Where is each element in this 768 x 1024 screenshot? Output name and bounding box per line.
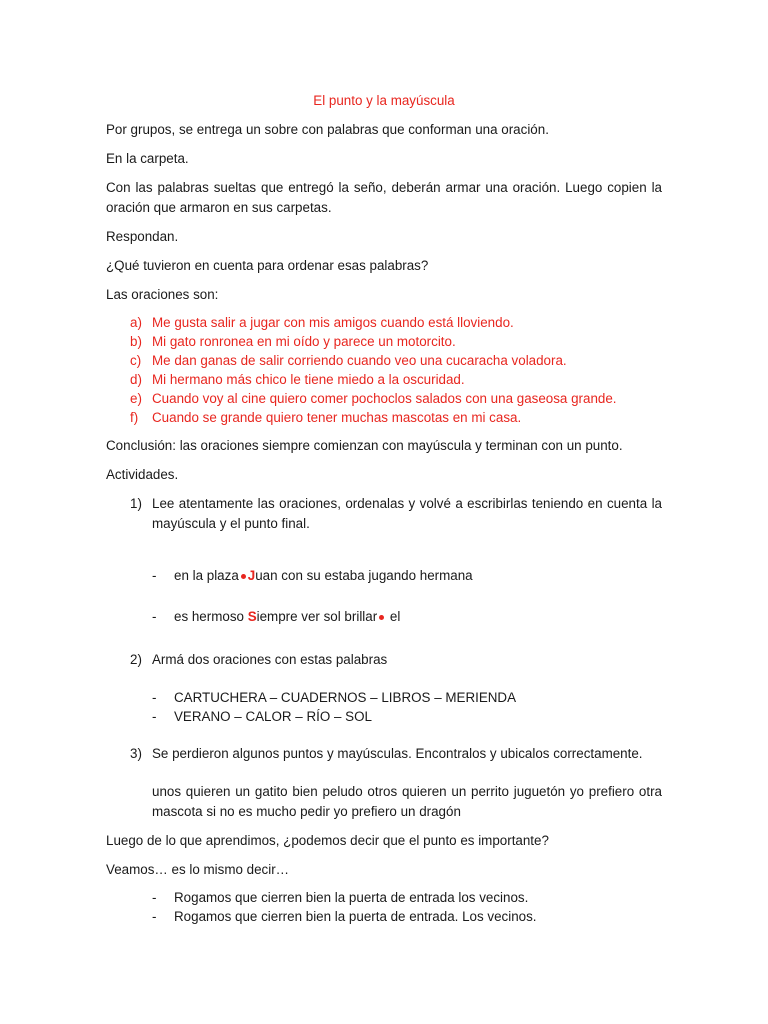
intro-paragraph-2: En la carpeta. [106,151,189,166]
list-item: e) Cuando voy al cine quiero comer pochoclos salados con una gaseosa grande. [130,391,617,406]
activity-3: 3) Se perdieron algunos puntos y mayúsculas. Encontralos y ubicalos correctamente. [130,746,643,761]
list-item: f) Cuando se grande quiero tener muchas mascotas en mi casa. [130,410,522,425]
document-title: El punto y la mayúscula [313,93,455,108]
compare-item-1: - Rogamos que cierren bien la puerta de entrada los vecinos. [152,890,529,905]
activity-1: 1) Lee atentamente las oraciones, ordenalas y volvé a escribirlas teniendo en cuenta la mayúscula y el punto final. [130,496,662,531]
red-dot-icon [379,615,384,620]
intro-paragraph-5: ¿Qué tuvieron en cuenta para ordenar esas palabras? [106,258,429,273]
intro-paragraph-3: Con las palabras sueltas que entregó la seño, deberán armar una oración. Luego copien la oración que armaron en sus carpetas. [106,180,662,215]
red-dot-icon [241,574,246,579]
list-item: d) Mi hermano más chico le tiene miedo a la oscuridad. [130,372,465,387]
activity-2: 2) Armá dos oraciones con estas palabras [130,652,388,667]
list-item: b) Mi gato ronronea en mi oído y parece un motorcito. [130,334,456,349]
activity-2-item-1: - CARTUCHERA – CUADERNOS – LIBROS – MERIENDA [152,690,517,705]
intro-paragraph-1: Por grupos, se entrega un sobre con palabras que conforman una oración. [106,122,549,137]
compare-heading: Veamos… es lo mismo decir… [106,862,290,877]
intro-paragraph-6: Las oraciones son: [106,287,219,302]
conclusion: Conclusión: las oraciones siempre comienzan con mayúscula y terminan con un punto. [106,438,623,453]
list-item: a) Me gusta salir a jugar con mis amigos cuando está lloviendo. [130,315,514,330]
activity-1-item-1: - en la plaza Juan con su estaba jugando hermana [152,568,473,583]
list-item: c) Me dan ganas de salir corriendo cuando veo una cucaracha voladora. [130,353,567,368]
activity-3-paragraph: unos quieren un gatito bien peludo otros quieren un perrito juguetón yo prefiero otra mascota si no es mucho pedir yo prefiero un dragón [152,784,662,819]
activities-heading: Actividades. [106,467,179,482]
activity-1-item-2: - es hermoso Siempre ver sol brillar el [152,609,401,624]
question: Luego de lo que aprendimos, ¿podemos decir que el punto es importante? [106,833,549,848]
intro-paragraph-4: Respondan. [106,229,179,244]
activity-2-item-2: - VERANO – CALOR – RÍO – SOL [152,709,372,724]
compare-item-2: - Rogamos que cierren bien la puerta de entrada. Los vecinos. [152,909,537,924]
sentence-list [130,313,670,427]
